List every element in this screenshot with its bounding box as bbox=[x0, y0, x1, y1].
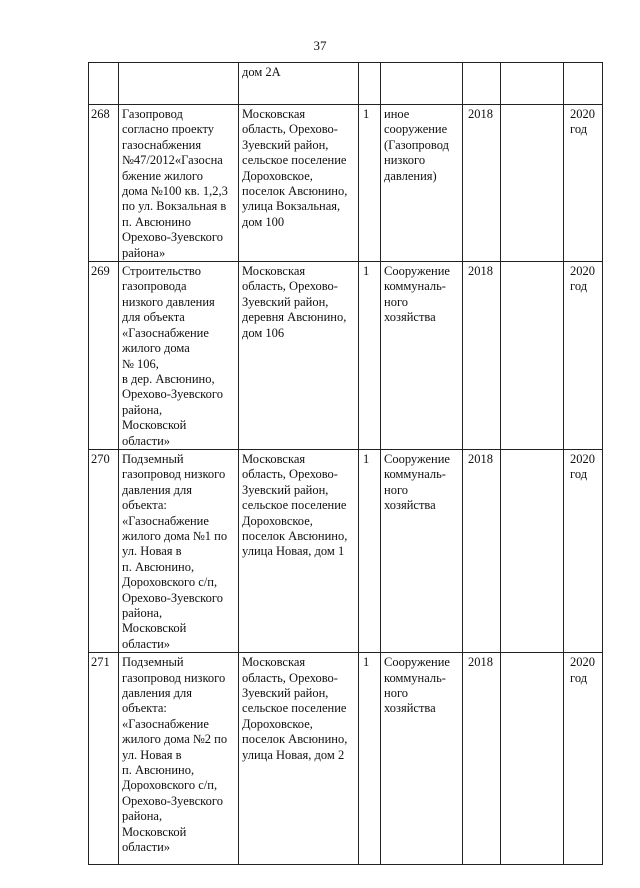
year-start bbox=[463, 63, 501, 105]
object-quantity: 1 bbox=[359, 449, 381, 652]
object-name bbox=[119, 63, 239, 105]
object-quantity: 1 bbox=[359, 653, 381, 865]
row-number: 271 bbox=[89, 653, 119, 865]
empty-column bbox=[501, 262, 564, 450]
row-number: 269 bbox=[89, 262, 119, 450]
year-end: 2020 год bbox=[564, 653, 603, 865]
table-row bbox=[89, 105, 603, 262]
row-number: 268 bbox=[89, 105, 119, 262]
object-address: Московская область, Орехово- Зуевский район, сельское поселение Дороховское, поселок Авсюнино, улица Новая, дом 1 bbox=[239, 449, 359, 652]
object-address: дом 2А bbox=[239, 63, 359, 105]
object-type: Сооружение коммуналь- ного хозяйства bbox=[381, 653, 463, 865]
object-quantity bbox=[359, 63, 381, 105]
row-number bbox=[89, 63, 119, 105]
empty-column bbox=[501, 449, 564, 652]
object-type: иное сооружение (Газопровод низкого давления) bbox=[381, 105, 463, 262]
year-start: 2018 bbox=[463, 105, 501, 262]
object-quantity: 1 bbox=[359, 262, 381, 450]
object-type bbox=[381, 63, 463, 105]
year-end: 2020 год bbox=[564, 105, 603, 262]
year-end: 2020 год bbox=[564, 262, 603, 450]
table-row bbox=[89, 653, 603, 865]
object-address: Московская область, Орехово- Зуевский район, сельское поселение Дороховское, поселок Авсюнино, улица Новая, дом 2 bbox=[239, 653, 359, 865]
object-name: Подземный газопровод низкого давления для объекта: «Газоснабжение жилого дома №1 по ул. Новая в п. Авсюнино, Дороховского с/п, Орехово-Зуевского района, Московской области» bbox=[119, 449, 239, 652]
object-name: Газопровод согласно проекту газоснабжения №47/2012«Газосна бжение жилого дома №100 кв. 1,2,3 по ул. Вокзальная в п. Авсюнино Орехово-Зуевского района» bbox=[119, 105, 239, 262]
object-address: Московская область, Орехово- Зуевский район, сельское поселение Дороховское, поселок Авсюнино, улица Вокзальная, дом 100 bbox=[239, 105, 359, 262]
table-row bbox=[89, 449, 603, 652]
year-start: 2018 bbox=[463, 653, 501, 865]
year-start: 2018 bbox=[463, 262, 501, 450]
object-quantity: 1 bbox=[359, 105, 381, 262]
year-start: 2018 bbox=[463, 449, 501, 652]
table-row bbox=[89, 63, 603, 105]
empty-column bbox=[501, 653, 564, 865]
year-end bbox=[564, 63, 603, 105]
empty-column bbox=[501, 105, 564, 262]
objects-table bbox=[88, 62, 603, 865]
year-end: 2020 год bbox=[564, 449, 603, 652]
page-number: 37 bbox=[313, 38, 327, 53]
object-address: Московская область, Орехово- Зуевский район, деревня Авсюнино, дом 106 bbox=[239, 262, 359, 450]
empty-column bbox=[501, 63, 564, 105]
table-row bbox=[89, 262, 603, 450]
object-name: Подземный газопровод низкого давления для объекта: «Газоснабжение жилого дома №2 по ул. Новая в п. Авсюнино, Дороховского с/п, Орехово-Зуевского района, Московской области» bbox=[119, 653, 239, 865]
row-number: 270 bbox=[89, 449, 119, 652]
object-type: Сооружение коммуналь- ного хозяйства bbox=[381, 449, 463, 652]
object-type: Сооружение коммуналь- ного хозяйства bbox=[381, 262, 463, 450]
object-name: Строительство газопровода низкого давления для объекта «Газоснабжение жилого дома № 106, в дер. Авсюнино, Орехово-Зуевского района, Московской области» bbox=[119, 262, 239, 450]
